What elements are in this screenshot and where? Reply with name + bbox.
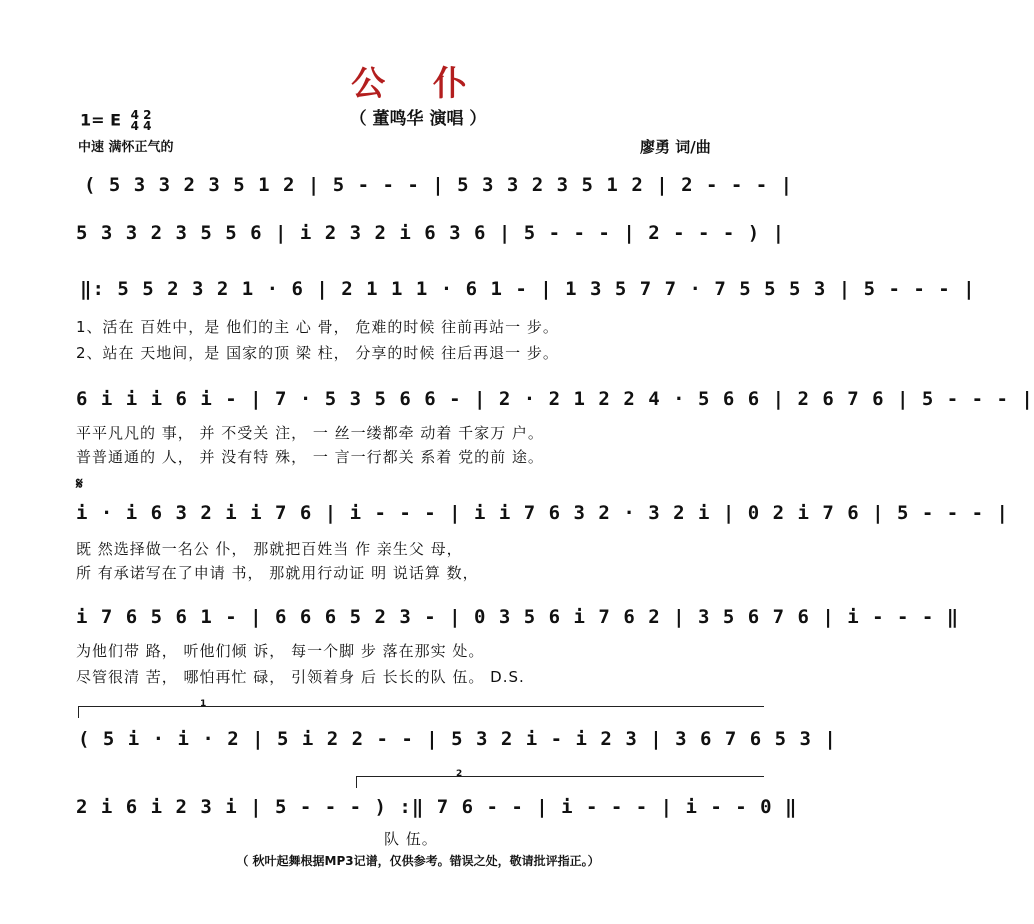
lyric-row-5-verse-1: 既 然选择做一名公 仆， 那就把百姓当 作 亲生父 母，	[76, 540, 463, 558]
time-sig-bottom: 4 4	[130, 119, 152, 133]
volta-2-number: 2	[456, 769, 463, 779]
notation-row-8: 2 i 6 i 2 3 i | 5 - - - ) :‖ 7 6 - - | i - - - | i - - 0 ‖	[76, 796, 798, 818]
notation-row-2: 5 3 3 2 3 5 5 6 | i 2 3 2 i 6 3 6 | 5 - - - | 2 - - - ) |	[76, 222, 786, 244]
segno-sign: 𝄋	[76, 474, 83, 493]
lyric-row-4-verse-1: 平平凡凡的 事， 并 不受关 注， 一 丝一缕都牵 动着 千家万 户。	[76, 424, 544, 442]
time-signature	[131, 110, 152, 132]
time-sig-top: 4 2	[130, 108, 152, 122]
notation-row-5: i · i 6 3 2 i i 7 6 | i - - - | i i 7 6 3 2 · 3 2 i | 0 2 i 7 6 | 5 - - - |	[76, 502, 1009, 524]
notation-row-6: i 7 6 5 6 1 - | 6 6 6 5 2 3 - | 0 3 5 6 i 7 6 2 | 3 5 6 7 6 | i - - - ‖	[76, 606, 960, 628]
notation-row-1: ( 5 3 3 2 3 5 1 2 | 5 - - - | 5 3 3 2 3 5 1 2 | 2 - - - |	[84, 174, 794, 196]
volta-2-bracket	[356, 776, 764, 777]
notation-row-3: ‖: 5 5 2 3 2 1 · 6 | 2 1 1 1 · 6 1 - | 1 3 5 7 7 · 7 5 5 5 3 | 5 - - - |	[80, 278, 976, 300]
lyric-row-6-verse-1: 为他们带 路， 听他们倾 诉， 每一个脚 步 落在那实 处。	[76, 642, 485, 660]
lyric-row-5-verse-2: 所 有承诺写在了申请 书， 那就用行动证 明 说话算 数，	[76, 564, 479, 582]
key-signature	[80, 110, 152, 132]
credit-line: 廖勇 词/曲	[640, 138, 711, 156]
key-label: 1= E	[80, 110, 122, 130]
song-subtitle: （ 董鸣华 演唱 ）	[349, 109, 487, 129]
notation-row-4: 6 i i i 6 i - | 7 · 5 3 5 6 6 - | 2 · 2 1 2 2 4 · 5 6 6 | 2 6 7 6 | 5 - - - |	[76, 388, 1034, 410]
notation-row-7: ( 5 i · i · 2 | 5 i 2 2 - - | 5 3 2 i - i 2 3 | 3 6 7 6 5 3 |	[78, 728, 837, 750]
volta-2-bracket-left	[356, 776, 357, 788]
lyric-row-6-verse-2: 尽管很清 苦， 哪怕再忙 碌， 引领着身 后 长长的队 伍。 D.S.	[76, 668, 525, 686]
lyric-row-8: 队 伍。	[384, 830, 438, 848]
song-title: 公 仆	[351, 64, 485, 104]
volta-1-number: 1	[200, 699, 207, 709]
lyric-row-3-verse-2: 2、站在 天地间，是 国家的顶 梁 柱， 分享的时候 往后再退一 步。	[76, 344, 559, 362]
lyric-row-4-verse-2: 普普通通的 人， 并 没有特 殊， 一 言一行都关 系着 党的前 途。	[76, 448, 544, 466]
footer-note: （ 秋叶起舞根据MP3记谱，仅供参考。错误之处，敬请批评指正。）	[236, 854, 600, 868]
volta-1-bracket-left	[78, 706, 79, 718]
volta-1-bracket	[78, 706, 764, 707]
lyric-row-3-verse-1: 1、活在 百姓中，是 他们的主 心 骨， 危难的时候 往前再站一 步。	[76, 318, 559, 336]
tempo-marking: 中速 满怀正气的	[78, 140, 174, 155]
